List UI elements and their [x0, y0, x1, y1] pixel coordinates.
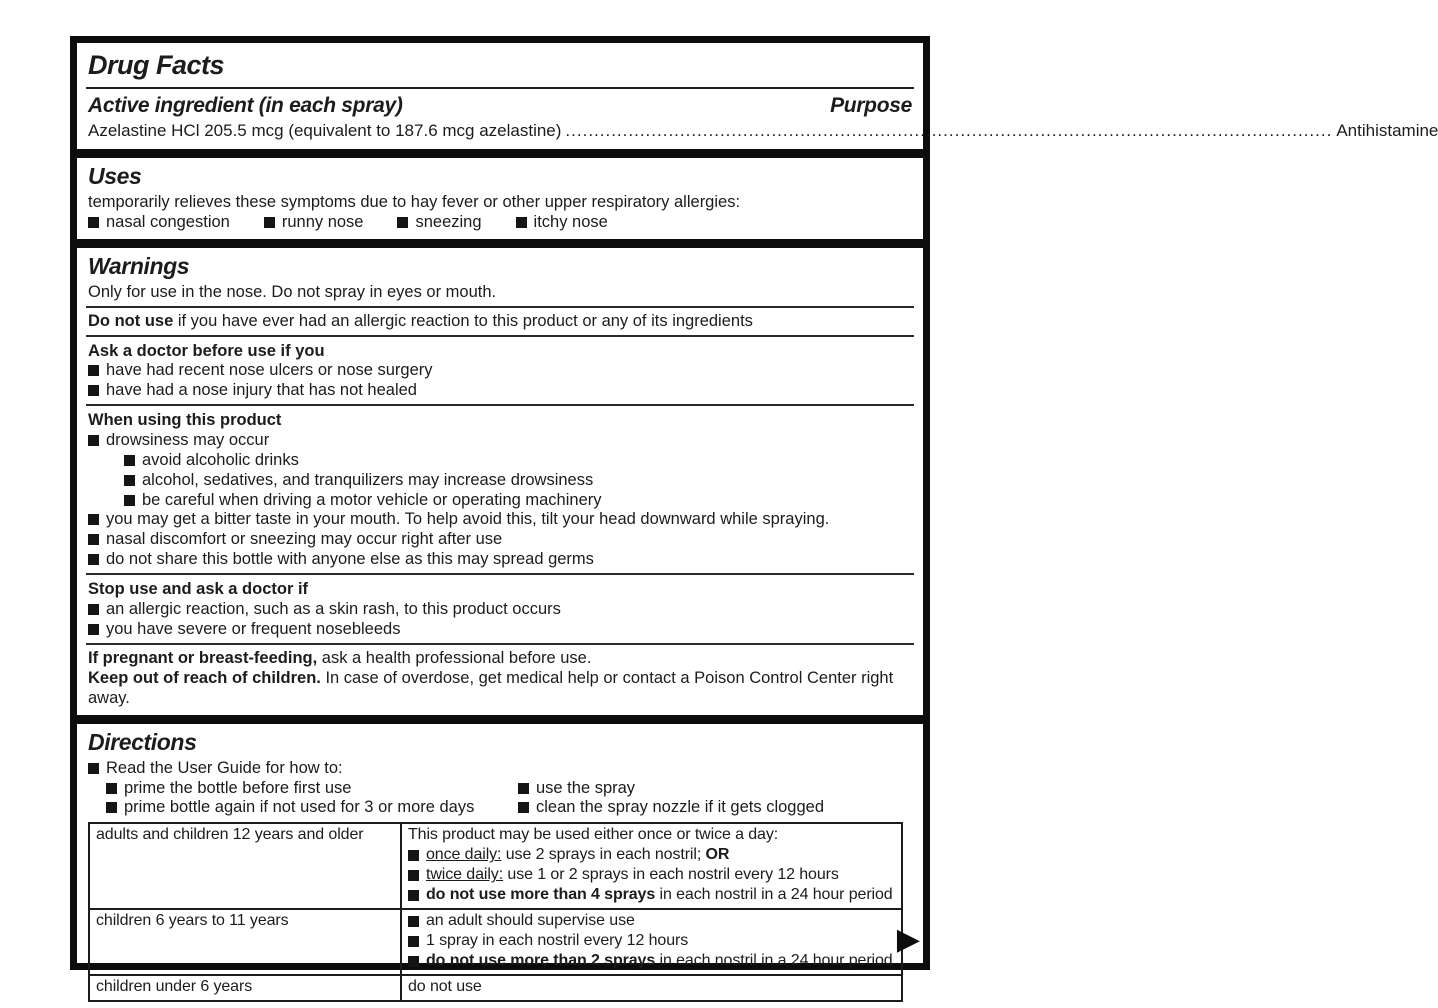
uses-heading: Uses: [88, 163, 142, 189]
dosage-cell: [401, 909, 902, 975]
age-group-cell: children 6 years to 11 years: [89, 909, 401, 975]
section-divider-bar: [77, 239, 923, 248]
uses-section: [77, 158, 923, 239]
table-row: [89, 909, 902, 975]
bullet-text: runny nose: [281, 212, 364, 231]
guide-column-right: [516, 779, 914, 819]
uses-intro: temporarily relieves these symptoms due to hay fever or other upper respiratory allergies:: [88, 193, 741, 211]
subsection-divider: [86, 335, 914, 337]
section-divider-bar: [77, 149, 923, 158]
bullet-square-icon: [408, 870, 419, 881]
bullet-item: [104, 798, 516, 818]
drug-facts-label: [70, 36, 1438, 996]
stop-use-heading: Stop use and ask a doctor if: [88, 580, 309, 599]
bullet-square-icon: [408, 850, 419, 861]
bullet-text: be careful when driving a motor vehicle or operating machinery: [142, 490, 602, 509]
page-title: Drug Facts: [88, 50, 225, 80]
age-group-cell: adults and children 12 years and older: [89, 823, 401, 909]
table-row: [89, 975, 902, 1001]
bullet-text: do not use more than 4 sprays in each nostril in a 24 hour period: [426, 886, 893, 904]
bullet-square-icon: [408, 956, 419, 967]
directions-heading: Directions: [88, 728, 197, 755]
stop-use-list: [86, 600, 914, 640]
bullet-square-icon: [518, 802, 529, 813]
warnings-heading: Warnings: [88, 252, 190, 279]
bullet-item: [86, 620, 914, 640]
bullet-text: sneezing: [415, 212, 482, 231]
bullet-square-icon: [88, 554, 99, 565]
section-divider-bar: [77, 715, 923, 724]
bullet-text: have had recent nose ulcers or nose surgery: [106, 361, 433, 380]
ingredient-name: Azelastine HCl 205.5 mcg (equivalent to 187.6 mcg azelastine): [88, 121, 562, 140]
guide-column-left: [104, 779, 516, 819]
bullet-item: [122, 491, 914, 511]
bullet-text: you may get a bitter taste in your mouth. To help avoid this, tilt your head downward while spraying.: [106, 510, 830, 529]
when-using-list: [86, 431, 914, 571]
bullet-text: have had a nose injury that has not healed: [106, 381, 417, 400]
bullet-text: nasal congestion: [106, 212, 230, 231]
ask-doctor-heading: Ask a doctor before use if you: [88, 341, 325, 360]
dosage-intro: This product may be used either once or twice a day:: [408, 826, 779, 844]
bullet-text: avoid alcoholic drinks: [142, 450, 299, 469]
bullet-item: [408, 885, 895, 905]
bullet-square-icon: [518, 783, 529, 794]
pregnant-label: If pregnant or breast-feeding,: [88, 648, 318, 667]
purpose-value: Antihistamine: [1336, 121, 1438, 140]
bullet-text: alcohol, sedatives, and tranquilizers may increase drowsiness: [142, 470, 594, 489]
warnings-section: [77, 248, 923, 715]
bullet-text: 1 spray in each nostril every 12 hours: [426, 932, 689, 950]
age-group-cell: children under 6 years: [89, 975, 401, 1001]
dosage-cell: do not use: [401, 975, 902, 1001]
bullet-item: [86, 213, 230, 233]
bullet-square-icon: [88, 604, 99, 615]
subsection-divider: [86, 306, 914, 308]
ingredient-row: [86, 120, 1438, 143]
bullet-square-icon: [264, 217, 275, 228]
when-using-heading: When using this product: [88, 411, 282, 430]
bullet-item: [408, 845, 895, 865]
pregnant-text: ask a health professional before use.: [317, 648, 592, 667]
bullet-item: [262, 213, 364, 233]
dotted-leader: [565, 121, 1332, 141]
bullet-item: [408, 931, 895, 951]
bullet-square-icon: [88, 365, 99, 376]
bullet-square-icon: [88, 624, 99, 635]
bullet-text: an adult should supervise use: [426, 912, 635, 930]
title-divider: [86, 87, 914, 89]
warnings-intro: Only for use in the nose. Do not spray in eyes or mouth.: [88, 282, 497, 301]
bullet-text: prime the bottle before first use: [124, 778, 352, 797]
subsection-divider: [86, 404, 914, 406]
bullet-square-icon: [124, 455, 135, 466]
bullet-text: do not use more than 2 sprays in each nostril in a 24 hour period: [426, 952, 893, 970]
bullet-item: [122, 471, 914, 491]
bullet-item: [516, 798, 914, 818]
bullet-text: you have severe or frequent nosebleeds: [106, 619, 401, 638]
bullet-item: [516, 779, 914, 799]
read-guide-bullet: [86, 759, 914, 779]
bullet-text: an allergic reaction, such as a skin rash, to this product occurs: [106, 599, 561, 618]
guide-columns: [86, 779, 914, 819]
bullet-square-icon: [408, 936, 419, 947]
bullet-item: [86, 530, 914, 550]
bullet-item: [86, 431, 914, 451]
bullet-item: [514, 213, 608, 233]
keep-out-label: Keep out of reach of children.: [88, 668, 321, 687]
bullet-square-icon: [106, 783, 117, 794]
bullet-square-icon: [88, 217, 99, 228]
active-ingredient-heading-row: [86, 93, 914, 120]
read-guide-text: Read the User Guide for how to:: [106, 758, 343, 777]
dosage-table: [88, 822, 903, 1002]
header-section: [77, 43, 1438, 149]
bullet-square-icon: [88, 763, 99, 774]
symptom-list: [86, 213, 914, 233]
bullet-item: [395, 213, 481, 233]
bullet-item: [408, 911, 895, 931]
bullet-square-icon: [408, 916, 419, 927]
bullet-square-icon: [397, 217, 408, 228]
bullet-item: [86, 361, 914, 381]
continuation-arrow-icon: ▶: [896, 922, 920, 957]
bullet-square-icon: [124, 475, 135, 486]
bullet-text: twice daily: use 1 or 2 sprays in each nostril every 12 hours: [426, 866, 839, 884]
keep-out-line: [86, 669, 914, 709]
bullet-text: once daily: use 2 sprays in each nostril; OR: [426, 846, 730, 864]
bullet-item: [86, 600, 914, 620]
pregnant-line: [86, 649, 914, 669]
table-row: [89, 823, 902, 909]
bullet-square-icon: [106, 802, 117, 813]
subsection-divider: [86, 643, 914, 645]
bullet-square-icon: [88, 534, 99, 545]
bullet-square-icon: [124, 495, 135, 506]
bullet-square-icon: [408, 890, 419, 901]
bullet-square-icon: [88, 385, 99, 396]
bullet-text: use the spray: [536, 778, 636, 797]
ask-doctor-list: [86, 361, 914, 401]
bullet-text: clean the spray nozzle if it gets clogged: [536, 798, 825, 817]
dosage-items: [408, 911, 895, 971]
bullet-item: [408, 951, 895, 971]
dosage-cell: [401, 823, 902, 909]
bullet-item: [86, 510, 914, 530]
dosage-items: [408, 845, 895, 905]
bullet-item: [86, 550, 914, 570]
bullet-item: [86, 381, 914, 401]
bullet-text: prime bottle again if not used for 3 or more days: [124, 798, 475, 817]
bullet-square-icon: [88, 435, 99, 446]
bullet-text: itchy nose: [533, 212, 608, 231]
bullet-item: [104, 779, 516, 799]
keep-out-text: In case of overdose, get medical help or contact a Poison Control Center right away.: [88, 668, 894, 707]
bullet-text: drowsiness may occur: [106, 430, 270, 449]
subsection-divider: [86, 573, 914, 575]
bullet-text: do not share this bottle with anyone else as this may spread germs: [106, 550, 594, 569]
bullet-item: [122, 451, 914, 471]
do-not-use-line: [86, 312, 914, 332]
bullet-square-icon: [516, 217, 527, 228]
purpose-heading: Purpose: [830, 94, 912, 117]
bullet-square-icon: [88, 514, 99, 525]
bullet-text: nasal discomfort or sneezing may occur right after use: [106, 530, 503, 549]
do-not-use-label: Do not use: [88, 311, 174, 330]
bullet-item: [408, 865, 895, 885]
active-ingredient-heading: Active ingredient (in each spray): [88, 94, 403, 117]
do-not-use-text: if you have ever had an allergic reaction to this product or any of its ingredients: [173, 311, 753, 330]
directions-section: [77, 724, 923, 1008]
